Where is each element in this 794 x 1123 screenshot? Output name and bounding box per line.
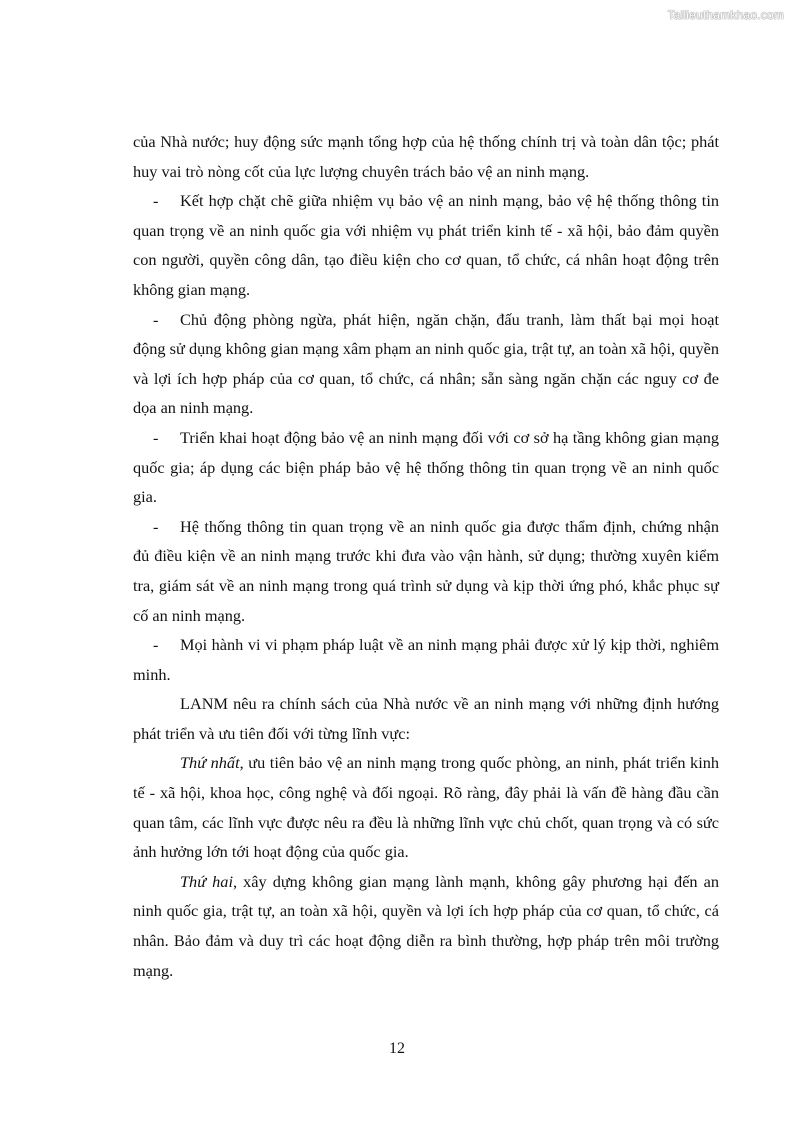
- bullet-text: Kết hợp chặt chẽ giữa nhiệm vụ bảo vệ an ninh mạng, bảo vệ hệ thống thông tin quan trọng về an ninh quốc gia với nhiệm vụ phát triển kinh tế - xã hội, bảo đảm quyền con người, quyền công dân, tạo điều kiện cho cơ quan, tổ chức, cá nhân hoạt động trên không gian mạng.: [133, 191, 719, 299]
- bullet-item: [133, 630, 719, 689]
- bullet-item: [133, 305, 719, 423]
- bullet-text: Hệ thống thông tin quan trọng về an ninh quốc gia được thẩm định, chứng nhận đủ điều kiện về an ninh mạng trước khi đưa vào vận hành, sử dụng; thường xuyên kiểm tra, giám sát về an ninh mạng trong quá trình sử dụng và kịp thời ứng phó, khắc phục sự cố an ninh mạng.: [133, 516, 719, 625]
- second-priority-label: Thứ hai: [180, 871, 233, 891]
- bullet-item: [133, 512, 719, 630]
- bullet-text: Triển khai hoạt động bảo vệ an ninh mạng đối với cơ sở hạ tầng không gian mạng quốc gia; áp dụng các biện pháp bảo vệ hệ thống thông tin quan trọng về an ninh quốc gia.: [133, 427, 719, 507]
- first-priority-label: Thứ nhất: [180, 753, 240, 773]
- bullet-item: [133, 423, 719, 512]
- first-priority-text: , ưu tiên bảo vệ an ninh mạng trong quốc phòng, an ninh, phát triển kinh tế - xã hội, khoa học, công nghệ và đối ngoại. Rõ ràng, đây phải là vấn đề hàng đầu cần quan tâm, các lĩnh vực được nêu ra đều là những lĩnh vực chủ chốt, quan trọng và có sức ảnh hưởng lớn tới hoạt động của quốc gia.: [133, 753, 719, 862]
- bullet-dash: -: [153, 516, 159, 536]
- policy-paragraph: LANM nêu ra chính sách của Nhà nước về an ninh mạng với những định hướng phát triển và ưu tiên đối với từng lĩnh vực:: [133, 694, 719, 743]
- first-priority-paragraph: [133, 748, 719, 866]
- bullet-dash: -: [153, 191, 159, 211]
- bullet-item: [133, 186, 719, 304]
- bullet-text: Mọi hành vi vi phạm pháp luật về an ninh mạng phải được xử lý kịp thời, nghiêm minh.: [133, 635, 719, 684]
- watermark: Tailieuthamkhao.com: [667, 8, 784, 22]
- bullet-dash: -: [153, 635, 159, 655]
- second-priority-paragraph: [133, 867, 719, 985]
- bullet-dash: -: [153, 309, 159, 329]
- second-priority-text: , xây dựng không gian mạng lành mạnh, không gây phương hại đến an ninh quốc gia, trật tự, an toàn xã hội, quyền và lợi ích hợp pháp của cơ quan, tổ chức, cá nhân. Bảo đảm và duy trì các hoạt động diễn ra bình thường, hợp pháp trên môi trường mạng.: [133, 871, 720, 980]
- page-body: [133, 127, 719, 985]
- bullet-text: Chủ động phòng ngừa, phát hiện, ngăn chặn, đấu tranh, làm thất bại mọi hoạt động sử dụng không gian mạng xâm phạm an ninh quốc gia, trật tự, an toàn xã hội, quyền và lợi ích hợp pháp của cơ quan, tổ chức, cá nhân; sẵn sàng ngăn chặn các nguy cơ đe dọa an ninh mạng.: [133, 309, 719, 418]
- intro-paragraph: của Nhà nước; huy động sức mạnh tổng hợp của hệ thống chính trị và toàn dân tộc; phát huy vai trò nòng cốt của lực lượng chuyên trách bảo vệ an ninh mạng.: [133, 132, 719, 181]
- bullet-dash: -: [153, 427, 159, 447]
- page-number: 12: [389, 1040, 405, 1057]
